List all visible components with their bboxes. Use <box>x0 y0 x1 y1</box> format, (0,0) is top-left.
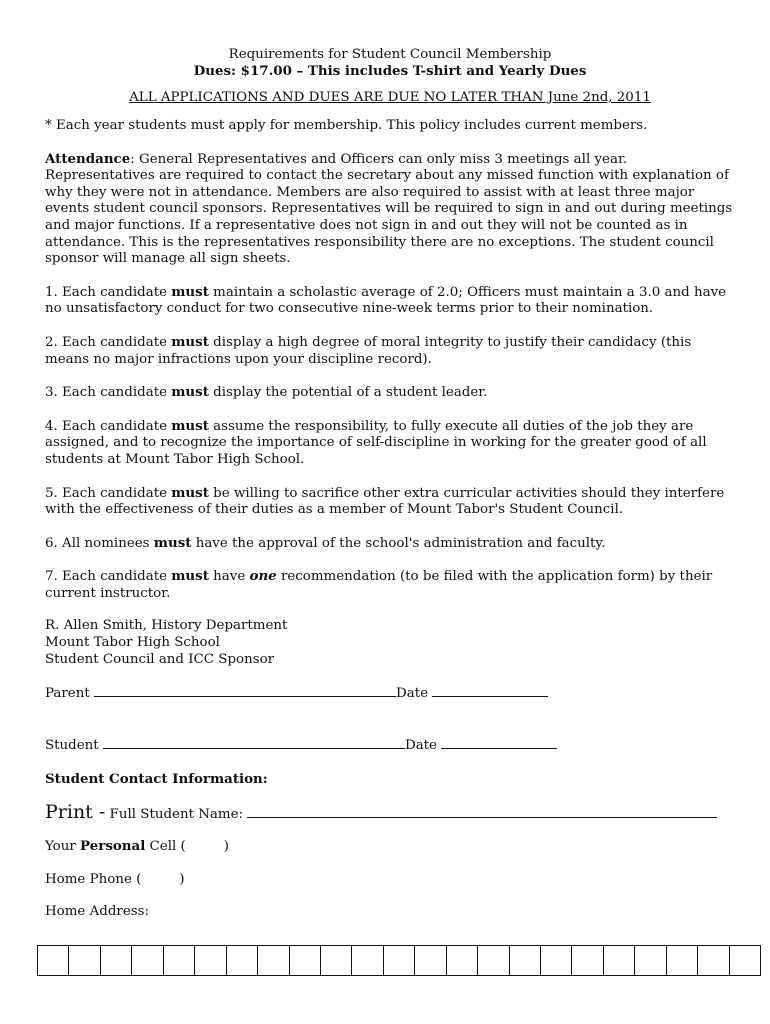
cell-label: Your <box>45 839 81 855</box>
rule-5 <box>45 485 735 519</box>
parent-label: Parent <box>45 686 90 702</box>
rule-1 <box>45 284 735 318</box>
rule-text: display the potential of a student leader. <box>208 385 488 401</box>
rule-7 <box>45 568 735 602</box>
address-grid-cell[interactable] <box>352 946 383 975</box>
address-grid-cell[interactable] <box>572 946 603 975</box>
home-address-label: Home Address: <box>45 904 150 920</box>
address-grid-cell[interactable] <box>38 946 69 975</box>
rule-text: have <box>208 569 250 585</box>
rule-emphasis: must <box>153 534 192 551</box>
dues-line: Dues: $17.00 – This includes T-shirt and Yearly Dues <box>193 63 587 79</box>
document-header <box>45 46 735 106</box>
rule-text: maintain a scholastic average of 2.0; Officers must maintain a 3.0 and have no unsatisfactory conduct for two consecutive nine-week terms prior to their nomination. <box>45 284 727 317</box>
sponsor-role: Student Council and ICC Sponsor <box>45 651 275 667</box>
cell-line <box>45 838 735 856</box>
home-phone-label: Home Phone ( <box>45 871 142 887</box>
student-signature-line <box>45 736 735 755</box>
address-grid <box>37 945 761 976</box>
rule-emphasis: must <box>171 484 209 501</box>
address-grid-cell[interactable] <box>258 946 289 975</box>
rule-text: 4. Each candidate <box>45 418 172 434</box>
print-label: Print - <box>45 801 106 824</box>
rule-text: display a high degree of moral integrity to justify their candidacy (this means no major infractions upon your discipline record). <box>45 334 692 367</box>
sponsor-name: R. Allen Smith, History Department <box>45 618 288 634</box>
document-title: Requirements for Student Council Membership <box>228 47 552 62</box>
address-grid-cell[interactable] <box>384 946 415 975</box>
rule-emphasis: must <box>171 333 209 350</box>
student-date-field[interactable] <box>441 736 557 749</box>
document-page <box>45 46 735 921</box>
address-grid-cell[interactable] <box>101 946 132 975</box>
rule-2 <box>45 334 735 368</box>
contact-heading <box>45 771 735 789</box>
parent-signature-line <box>45 684 735 703</box>
student-label: Student <box>45 737 99 753</box>
address-grid-cell[interactable] <box>132 946 163 975</box>
address-grid-cell[interactable] <box>730 946 760 975</box>
address-grid-cell[interactable] <box>415 946 446 975</box>
address-grid-cell[interactable] <box>667 946 698 975</box>
intro-text: * Each year students must apply for membership. This policy includes current members. <box>45 118 648 133</box>
rule-text: 2. Each candidate <box>45 334 172 350</box>
address-grid-cell[interactable] <box>321 946 352 975</box>
full-name-label: Full Student Name: <box>109 807 244 823</box>
rule-3 <box>45 384 735 402</box>
attendance-text: : General Representatives and Officers can only miss 3 meetings all year. Representatives are required to contact the secretary about any missed function with explanation of why they were not in attendance. Members are also required to assist with at least three major events student council sponsors. Representatives will be required to sign in and out during meetings and major functions. If a representative does not sign in and out they will not be counted as in attendance. This is the representatives responsibility there are no exceptions. The student council sponsor will manage all sign sheets. <box>45 151 733 267</box>
home-phone-paren: ) <box>179 871 185 887</box>
rule-emphasis: must <box>171 283 209 300</box>
rule-text: recommendation (to be filed with the application form) by their current instructor. <box>45 569 713 601</box>
address-grid-cell[interactable] <box>290 946 321 975</box>
cell-paren: ) <box>223 839 230 855</box>
address-grid-cell[interactable] <box>164 946 195 975</box>
rule-emphasis: must <box>171 417 209 434</box>
rule-emphasis: must <box>171 384 209 401</box>
sponsor-block <box>45 618 735 668</box>
date-label: Date <box>396 686 429 702</box>
rule-emphasis-one: one <box>249 568 277 585</box>
rule-6 <box>45 535 735 553</box>
address-grid-cell[interactable] <box>447 946 478 975</box>
date-label: Date <box>404 737 437 753</box>
rule-4 <box>45 418 735 469</box>
cell-label: Cell ( <box>145 839 186 855</box>
cell-label-emphasis: Personal <box>80 838 146 855</box>
address-grid-cell[interactable] <box>604 946 635 975</box>
deadline-line: ALL APPLICATIONS AND DUES ARE DUE NO LATER THAN June 2nd, 2011 <box>129 90 651 105</box>
rule-emphasis: must <box>171 568 209 585</box>
rule-text: assume the responsibility, to fully execute all duties of the job they are assigned, and to recognize the importance of self-discipline in working for the greater good of all students at Mount Tabor High School. <box>45 418 707 467</box>
rule-text: 5. Each candidate <box>45 485 172 501</box>
home-address-line <box>45 904 735 921</box>
attendance-paragraph <box>45 151 735 268</box>
address-grid-cell[interactable] <box>510 946 541 975</box>
rule-text: have the approval of the school's administration and faculty. <box>191 535 606 551</box>
parent-signature-field[interactable] <box>94 684 396 697</box>
parent-date-field[interactable] <box>432 684 548 697</box>
address-grid-cell[interactable] <box>195 946 226 975</box>
address-grid-cell[interactable] <box>478 946 509 975</box>
student-signature-field[interactable] <box>103 736 405 749</box>
contact-heading-text: Student Contact Information: <box>45 771 268 788</box>
full-name-field[interactable] <box>247 805 717 818</box>
rule-text: 7. Each candidate <box>45 569 172 585</box>
rule-text: 1. Each candidate <box>45 284 172 300</box>
rule-text: 6. All nominees <box>45 535 154 551</box>
home-phone-line <box>45 872 735 889</box>
sponsor-school: Mount Tabor High School <box>45 635 220 651</box>
full-name-line <box>45 801 735 826</box>
address-grid-cell[interactable] <box>69 946 100 975</box>
address-grid-cell[interactable] <box>635 946 666 975</box>
address-grid-cell[interactable] <box>541 946 572 975</box>
address-grid-cell[interactable] <box>227 946 258 975</box>
attendance-label: Attendance <box>45 150 131 167</box>
rule-text: 3. Each candidate <box>45 385 172 401</box>
address-grid-cell[interactable] <box>698 946 729 975</box>
rule-text: be willing to sacrifice other extra curricular activities should they interfere with the effectiveness of their duties as a member of Mount Tabor's Student Council. <box>45 485 725 518</box>
